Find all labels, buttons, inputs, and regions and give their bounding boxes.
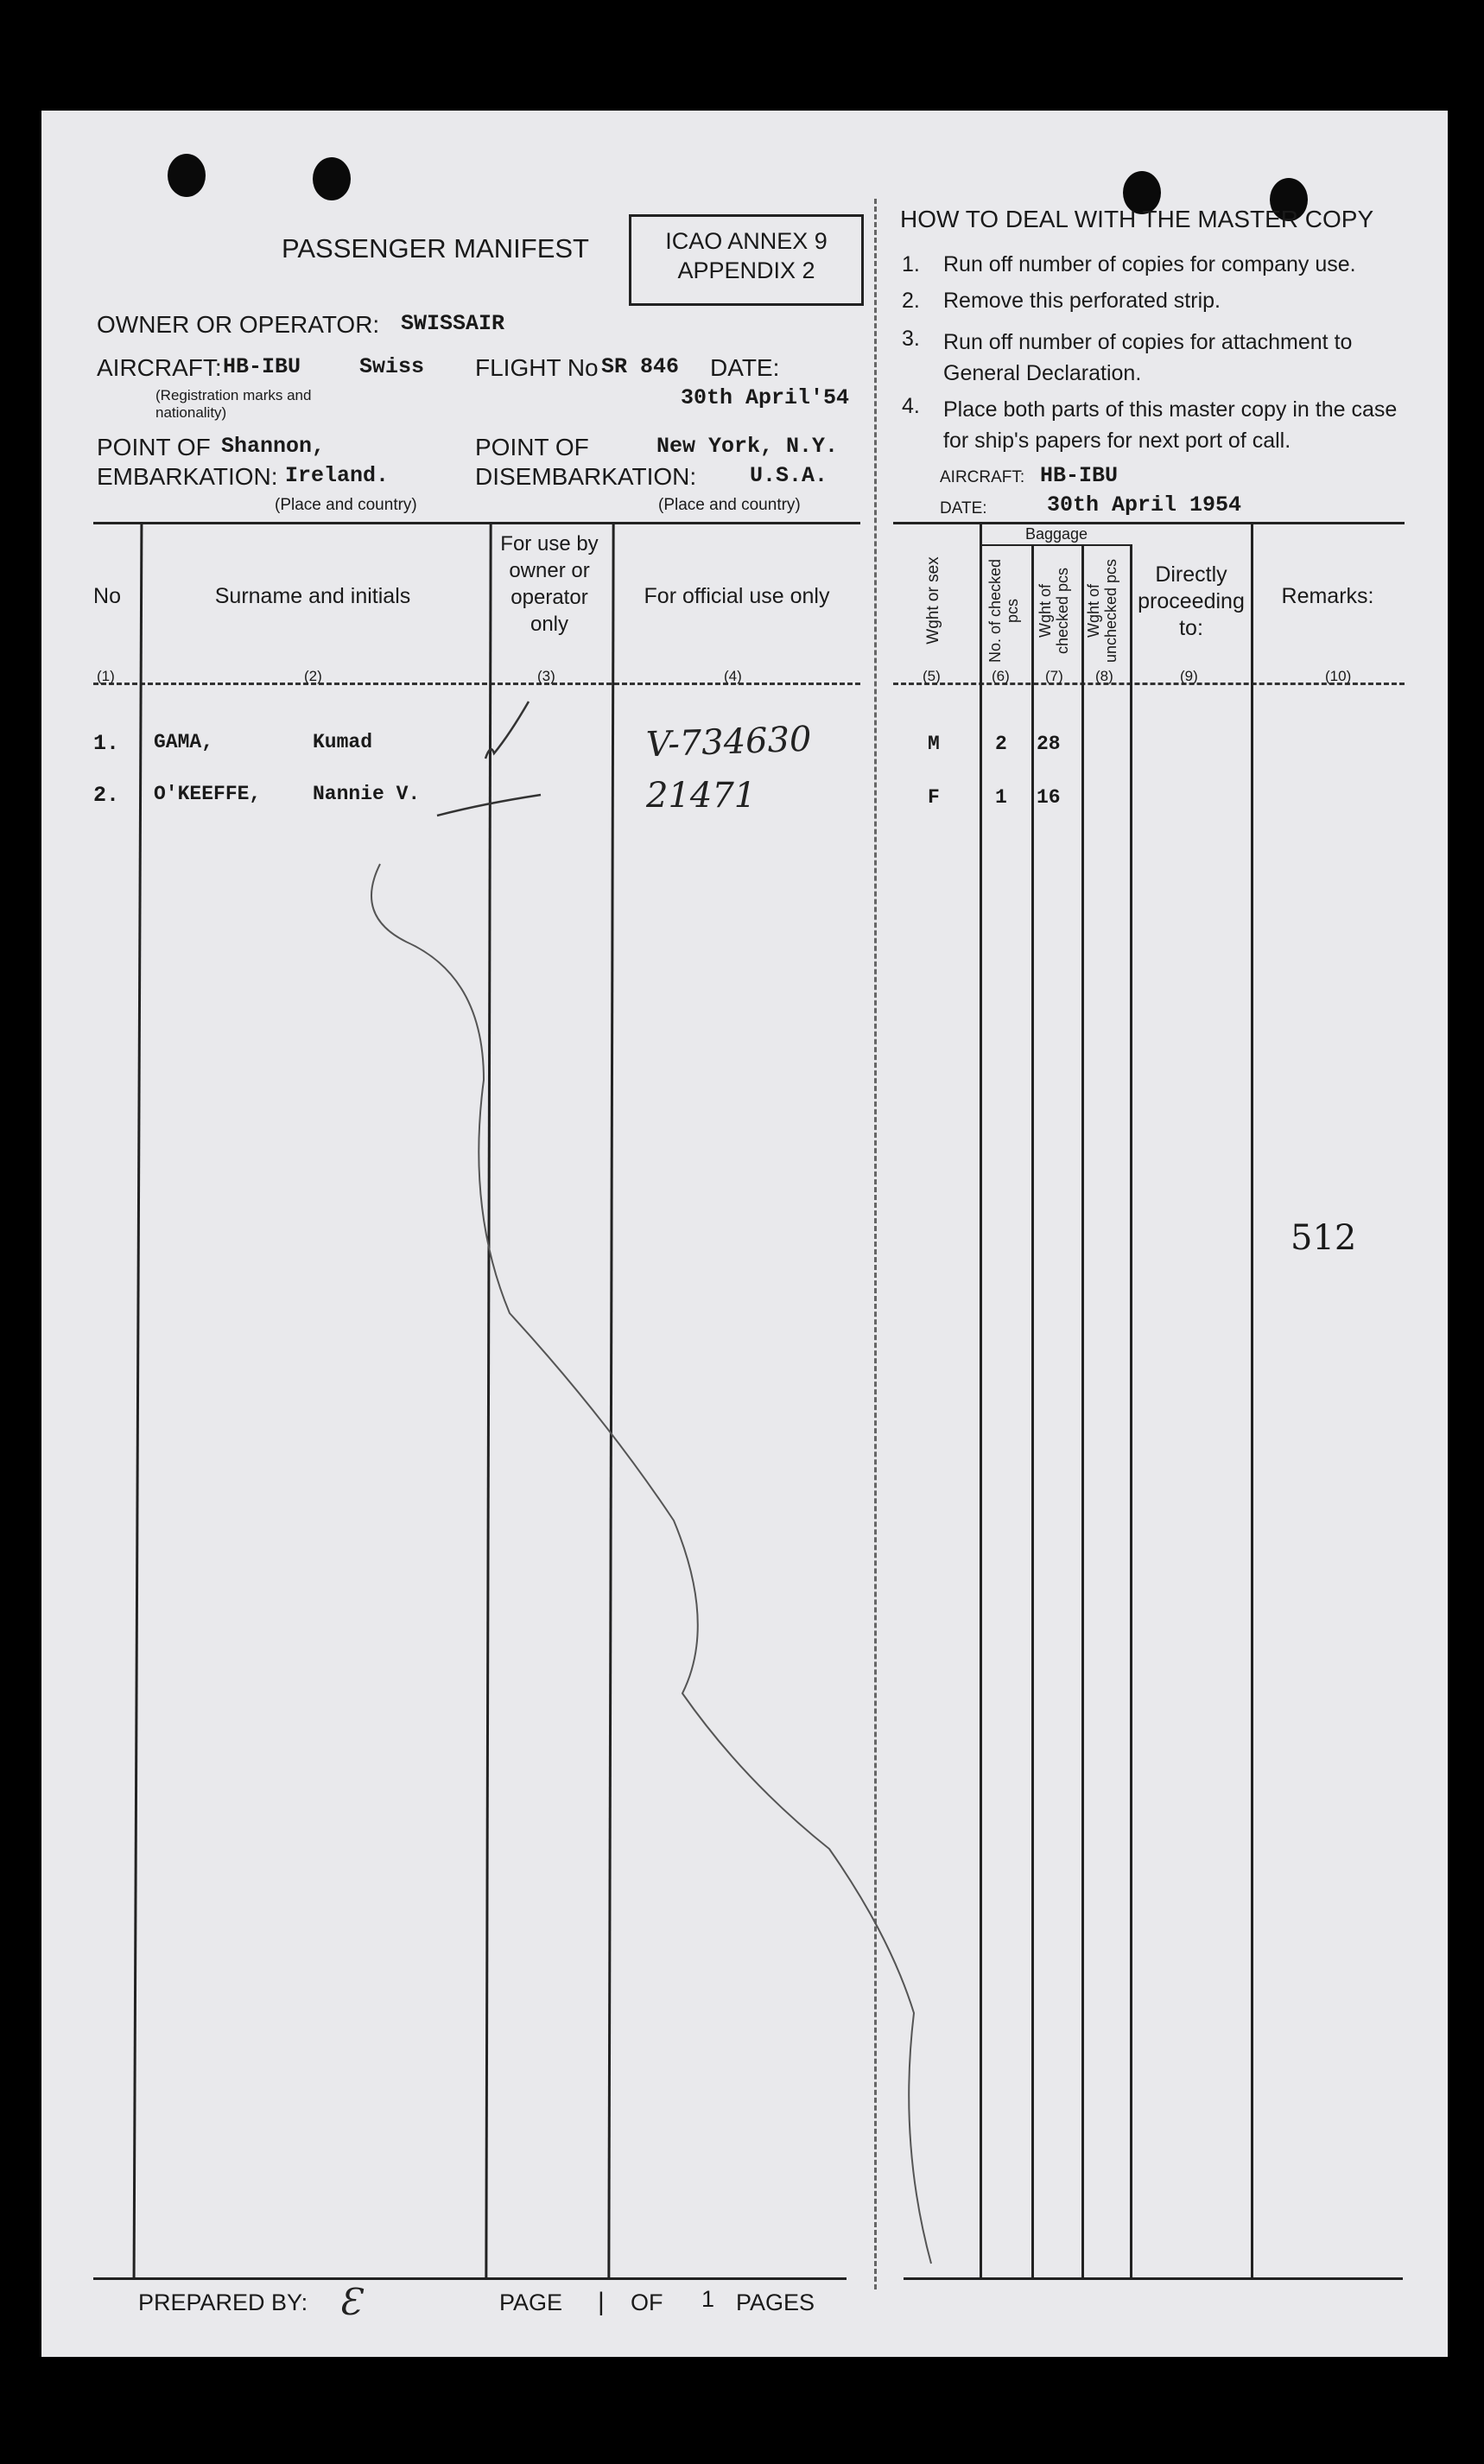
footer-rule-right <box>904 2277 1403 2280</box>
passenger-wght: 28 <box>1037 733 1061 755</box>
col-num-4: (4) <box>724 668 742 684</box>
col-header-wght-unchecked: Wght of unchecked pcs <box>1085 558 1119 664</box>
passenger-pcs: 2 <box>995 733 1007 755</box>
passenger-sex: F <box>928 786 940 809</box>
aircraft-value: HB-IBU <box>223 354 301 379</box>
manifest-title: PASSENGER MANIFEST <box>282 233 589 264</box>
col-num-3: (3) <box>537 668 555 684</box>
stray-pen-line <box>371 864 931 2264</box>
col-num-8: (8) <box>1095 668 1113 684</box>
col-num-7: (7) <box>1045 668 1063 684</box>
embark-place-note: (Place and country) <box>275 496 417 514</box>
disembark-label-2: DISEMBARKATION: <box>475 463 697 490</box>
date-value: 30th April'54 <box>681 385 850 410</box>
disembark-country: U.S.A. <box>750 463 828 488</box>
stamp-number: 512 <box>1291 1218 1357 1258</box>
date-label: DATE: <box>710 354 780 381</box>
passenger-initials: Nannie V. <box>313 783 421 805</box>
passenger-official-number: V-734630 <box>645 719 813 765</box>
instruction-num-1: 1. <box>902 252 920 276</box>
col-header-official: For official use only <box>644 584 830 608</box>
passenger-no: 1. <box>93 731 120 756</box>
col-header-baggage: Baggage <box>1024 525 1088 543</box>
embark-label-1: POINT OF <box>97 434 211 460</box>
of-label: OF <box>631 2289 663 2315</box>
owner-value: SWISSAIR <box>401 311 505 336</box>
passenger-official-number: 21471 <box>646 776 757 816</box>
instruction-text-2: Remove this perforated strip. <box>943 289 1221 313</box>
instruction-text-1: Run off number of copies for company use. <box>943 252 1356 276</box>
col-num-10: (10) <box>1325 668 1352 684</box>
instruction-num-4: 4. <box>902 394 920 418</box>
right-aircraft-label: AIRCRAFT: <box>940 468 1025 486</box>
disembark-label-1: POINT OF <box>475 434 589 460</box>
passenger-initials: Kumad <box>313 731 373 753</box>
instruction-text-3: Run off number of copies for attachment to General Declaration. <box>943 330 1353 385</box>
total-pages: 1 <box>701 2286 715 2312</box>
instruction-num-3: 3. <box>902 327 920 351</box>
footer-rule-left <box>93 2277 847 2280</box>
annex-line2: APPENDIX 2 <box>677 257 815 283</box>
aircraft-nationality: Swiss <box>359 354 425 379</box>
right-date-label: DATE: <box>940 499 987 518</box>
flight-value: SR 846 <box>601 354 680 379</box>
col-num-1: (1) <box>97 668 115 684</box>
passenger-surname: GAMA, <box>154 731 214 753</box>
page-separator: | <box>598 2288 605 2316</box>
passenger-wght: 16 <box>1037 786 1061 809</box>
prepared-by-label: PREPARED BY: <box>138 2289 308 2315</box>
passenger-pcs: 1 <box>995 786 1007 809</box>
col-header-no-checked: No. of checked pcs <box>986 558 1021 664</box>
embark-city: Shannon, <box>221 434 326 459</box>
col-header-remarks: Remarks: <box>1281 584 1374 608</box>
col-num-9: (9) <box>1180 668 1198 684</box>
owner-label: OWNER OR OPERATOR: <box>97 311 380 338</box>
disembark-place-note: (Place and country) <box>658 496 801 514</box>
annex-line1: ICAO ANNEX 9 <box>665 228 828 254</box>
aircraft-label: AIRCRAFT: <box>97 354 222 381</box>
col-header-surname: Surname and initials <box>214 584 411 608</box>
embark-label-2: EMBARKATION: <box>97 463 278 490</box>
col-num-5: (5) <box>923 668 941 684</box>
col-header-sex: Wght or sex <box>924 556 942 645</box>
preparer-signature: Ɛ <box>339 2281 362 2323</box>
aircraft-note: (Registration marks and nationality) <box>155 387 312 421</box>
right-date-value: 30th April 1954 <box>1047 492 1242 518</box>
check-mark-2 <box>437 795 541 816</box>
col-num-6: (6) <box>992 668 1010 684</box>
instructions-heading: HOW TO DEAL WITH THE MASTER COPY <box>900 206 1374 232</box>
check-mark-1 <box>485 702 529 759</box>
disembark-city: New York, N.Y. <box>656 434 839 459</box>
instruction-num-2: 2. <box>902 289 920 313</box>
embark-country: Ireland. <box>285 463 390 488</box>
col-num-2: (2) <box>304 668 322 684</box>
instruction-text-4: Place both parts of this master copy in the case for ship's papers for next port of call. <box>943 397 1398 453</box>
passenger-sex: M <box>928 733 940 755</box>
col-header-wght-checked: Wght of checked pcs <box>1037 567 1071 655</box>
pages-label: PAGES <box>736 2289 815 2315</box>
passenger-surname: O'KEEFFE, <box>154 783 262 805</box>
col-header-directly: Directly proceeding to: <box>1138 562 1245 640</box>
passenger-no: 2. <box>93 783 120 808</box>
col-header-no: No <box>93 584 121 608</box>
flight-label: FLIGHT No <box>475 354 599 381</box>
right-aircraft-value: HB-IBU <box>1040 463 1119 488</box>
page-label: PAGE <box>499 2289 563 2315</box>
col-header-owner-use: For use by owner or operator only <box>500 532 599 636</box>
